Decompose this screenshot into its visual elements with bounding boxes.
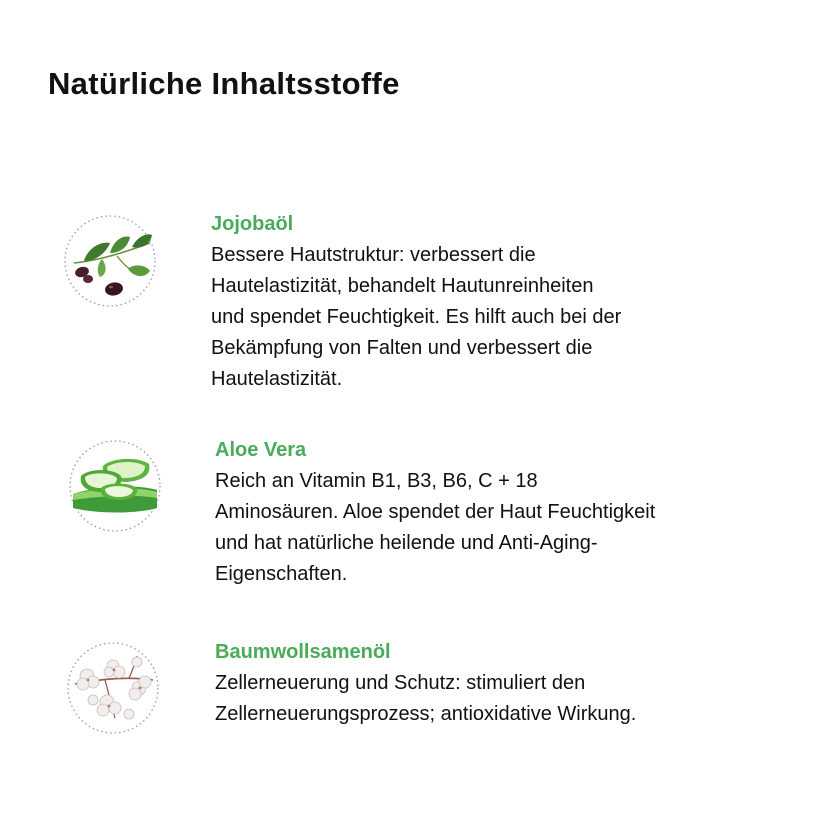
- page-title: Natürliche Inhaltsstoffe: [48, 66, 400, 101]
- description-line: Hautelastizität, behandelt Hautunreinheiten: [211, 275, 594, 297]
- cotton-flower-icon: [65, 640, 161, 736]
- ingredient-name: Baumwollsamenöl: [215, 641, 391, 663]
- description-line: und spendet Feuchtigkeit. Es hilft auch bei der: [211, 306, 622, 328]
- description-line: Zellerneuerungsprozess; antioxidative Wirkung.: [215, 703, 637, 725]
- ingredient-name: Aloe Vera: [215, 439, 307, 461]
- description-line: Reich an Vitamin B1, B3, B6, C + 18: [215, 470, 538, 492]
- description-line: Hautelastizität.: [211, 368, 343, 390]
- description-line: Eigenschaften.: [215, 563, 348, 585]
- jojoba-leaf-icon: [62, 213, 158, 309]
- ingredient-description: [215, 668, 636, 730]
- ingredient-name: Jojobaöl: [211, 213, 294, 235]
- description-line: Bekämpfung von Falten und verbessert die: [211, 337, 593, 359]
- aloe-vera-icon: [67, 438, 163, 534]
- description-line: Bessere Hautstruktur: verbessert die: [211, 244, 536, 266]
- description-line: Aminosäuren. Aloe spendet der Haut Feuchtigkeit: [215, 501, 656, 523]
- ingredient-description: [211, 240, 621, 395]
- description-line: Zellerneuerung und Schutz: stimuliert den: [215, 672, 586, 694]
- description-line: und hat natürliche heilende und Anti-Aging-: [215, 532, 598, 554]
- ingredient-description: [215, 466, 655, 590]
